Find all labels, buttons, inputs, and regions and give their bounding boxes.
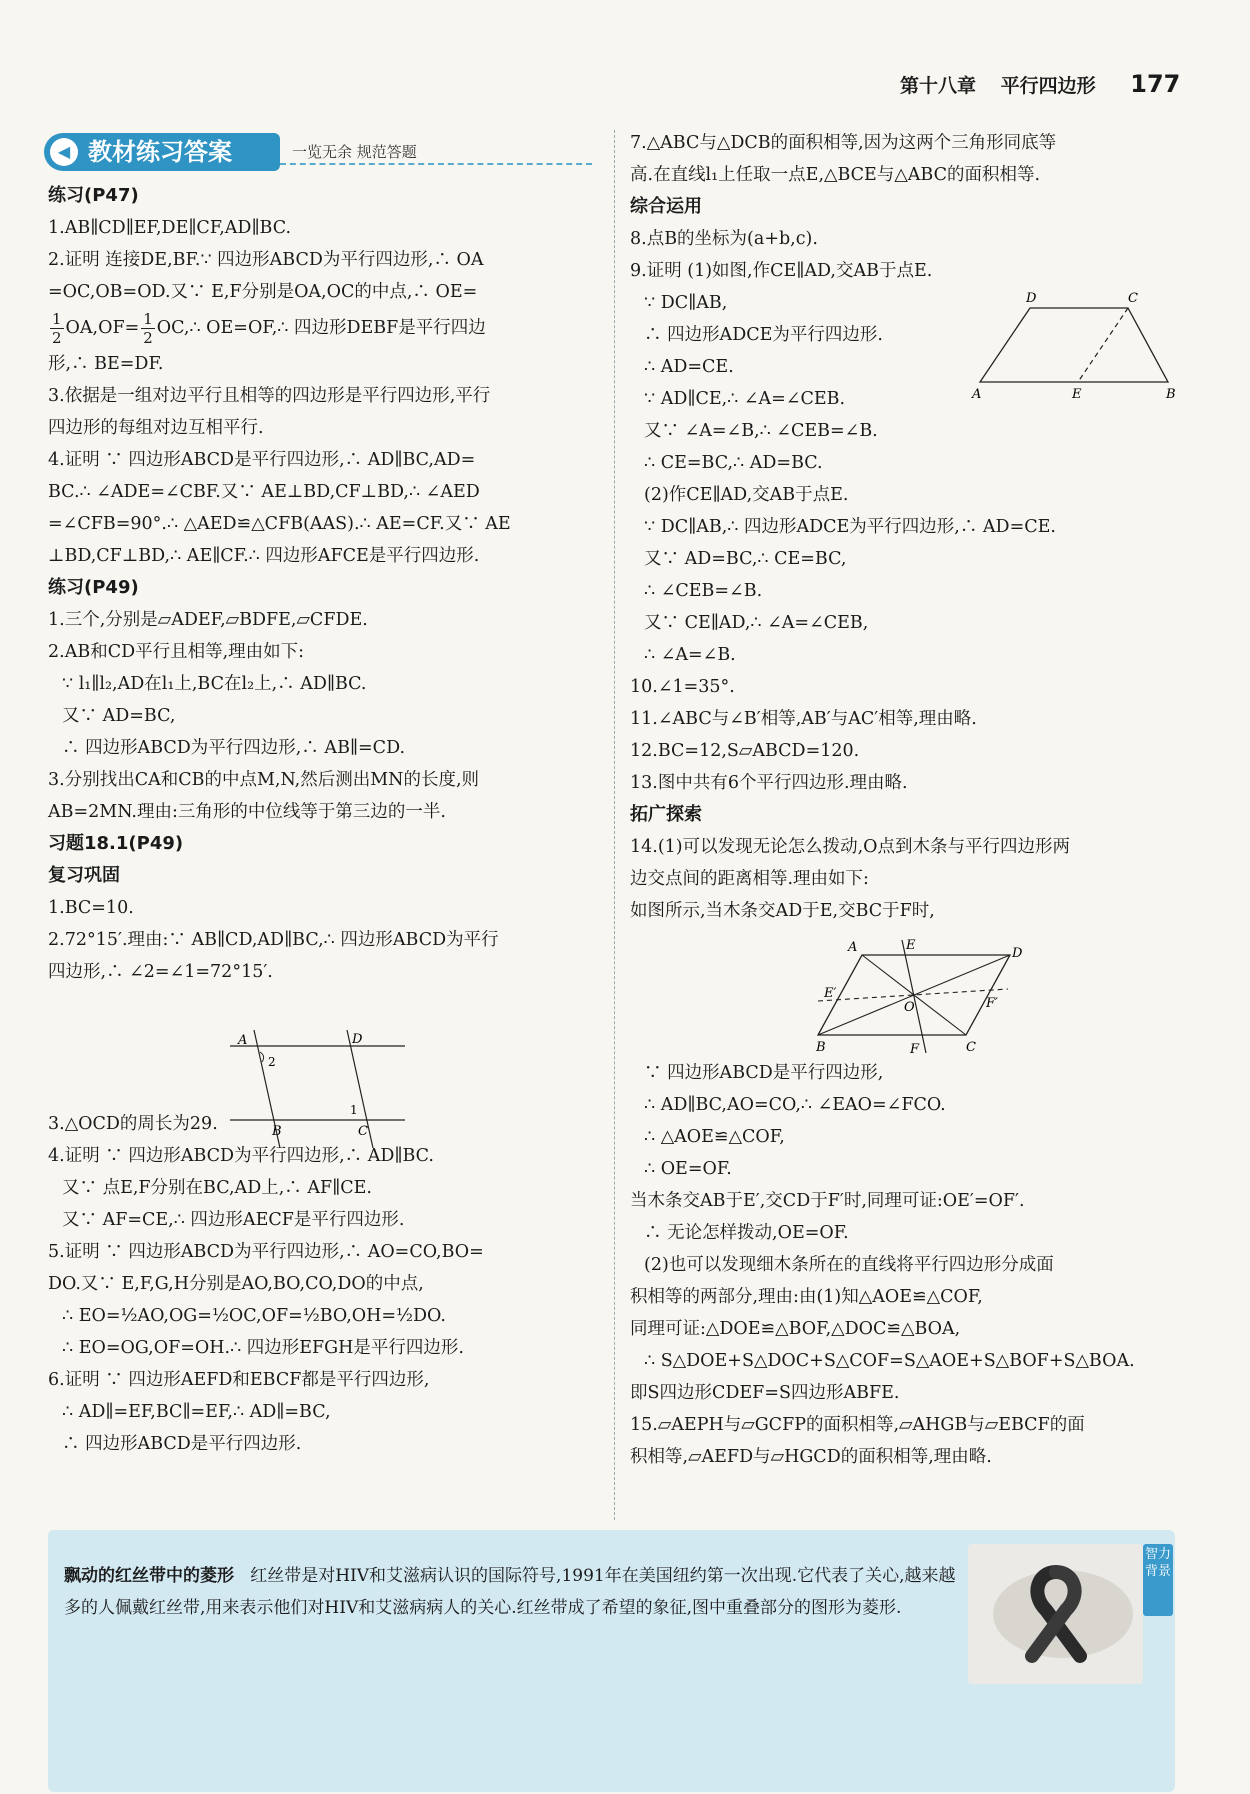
answer-line: 如图所示,当木条交AD于E,交BC于F时, — [630, 901, 935, 921]
answer-line: (2)也可以发现细木条所在的直线将平行四边形分成面 — [644, 1255, 1054, 1275]
answer-line: ∴ 无论怎样拨动,OE=OF. — [644, 1223, 849, 1243]
fraction — [141, 310, 155, 347]
answer-line: 同理可证:△DOE≌△BOF,△DOC≌△BOA, — [630, 1319, 961, 1339]
answer-line: 1.BC=10. — [48, 898, 134, 918]
page-number: 177 — [1130, 70, 1181, 98]
answer-line: 2.72°15′.理由:∵ AB∥CD,AD∥BC,∴ 四边形ABCD为平行 — [48, 930, 499, 950]
answer-line: 2.证明 连接DE,BF.∵ 四边形ABCD为平行四边形,∴ OA — [48, 250, 484, 270]
fig3-label-E: E — [906, 938, 916, 953]
answer-line: =∠CFB=90°.∴ △AED≌△CFB(AAS).∴ AE=CF.又∵ AE — [48, 514, 511, 534]
answer-line: ∴ CE=BC,∴ AD=BC. — [644, 453, 823, 473]
answer-line: ∴ AD∥=EF,BC∥=EF,∴ AD∥=BC, — [62, 1402, 331, 1422]
answer-line: ∴ 四边形ADCE为平行四边形. — [644, 325, 883, 345]
fig1-label-2: 2 — [268, 1055, 276, 1069]
answer-line: ∴ EO=OG,OF=OH.∴ 四边形EFGH是平行四边形. — [62, 1338, 464, 1358]
answer-line: 4.证明 ∵ 四边形ABCD是平行四边形,∴ AD∥BC,AD= — [48, 450, 476, 470]
fig3-label-D: D — [1012, 946, 1023, 961]
answer-line: ∴ OE=OF. — [644, 1159, 732, 1179]
knowledge-title: 飘动的红丝带中的菱形 — [64, 1566, 234, 1586]
fig3-label-B: B — [816, 1040, 826, 1055]
knowledge-text-block — [64, 1560, 964, 1624]
section-banner — [44, 133, 592, 173]
answer-line: 13.图中共有6个平行四边形.理由略. — [630, 773, 908, 793]
answer-line — [48, 308, 596, 348]
answer-line: 又∵ CE∥AD,∴ ∠A=∠CEB, — [644, 613, 869, 633]
answer-line: ∴ △AOE≌△COF, — [644, 1127, 785, 1147]
answer-line: ∴ EO=½AO,OG=½OC,OF=½BO,OH=½DO. — [62, 1306, 446, 1326]
section-heading: 复习巩固 — [48, 865, 120, 886]
answer-line: 10.∠1=35°. — [630, 677, 735, 697]
fig1-label-C: C — [358, 1124, 368, 1139]
column-divider — [614, 130, 615, 1520]
answer-line: 积相等的两部分,理由:由(1)知△AOE≌△COF, — [630, 1287, 983, 1307]
numerator: 1 — [52, 310, 62, 328]
denominator: 2 — [52, 329, 62, 347]
answer-line: AB=2MN.理由:三角形的中位线等于第三边的一半. — [48, 802, 446, 822]
answer-line: ∵ l₁∥l₂,AD在l₁上,BC在l₂上,∴ AD∥BC. — [62, 674, 367, 694]
answer-line: 积相等,▱AEFD与▱HGCD的面积相等,理由略. — [630, 1447, 992, 1467]
answer-line: 又∵ AD=BC,∴ CE=BC, — [644, 549, 847, 569]
fig3-label-O: O — [904, 1000, 915, 1015]
answer-line: ∴ 四边形ABCD是平行四边形. — [62, 1434, 302, 1454]
fig3-label-C: C — [966, 1040, 976, 1055]
answer-line: 四边形,∴ ∠2=∠1=72°15′. — [48, 962, 273, 982]
answer-line: ∵ DC∥AB, — [644, 293, 728, 313]
answer-line: 1.AB∥CD∥EF,DE∥CF,AD∥BC. — [48, 218, 292, 238]
answer-line: 又∵ AF=CE,∴ 四边形AECF是平行四边形. — [62, 1210, 405, 1230]
answer-line: =OC,OB=OD.又∵ E,F分别是OA,OC的中点,∴ OE= — [48, 282, 478, 302]
fig3-label-F-prime: F′ — [986, 996, 998, 1011]
answer-line: 7.△ABC与△DCB的面积相等,因为这两个三角形同底等 — [630, 133, 1057, 153]
answer-line: BC.∴ ∠ADE=∠CBF.又∵ AE⊥BD,CF⊥BD,∴ ∠AED — [48, 482, 480, 502]
answer-line: 又∵ 点E,F分别在BC,AD上,∴ AF∥CE. — [62, 1178, 372, 1198]
answer-line: 5.证明 ∵ 四边形ABCD为平行四边形,∴ AO=CO,BO= — [48, 1242, 484, 1262]
answer-line: ∴ ∠A=∠B. — [644, 645, 736, 665]
section-heading: 练习(P47) — [48, 185, 139, 206]
answer-line: 形,∴ BE=DF. — [48, 354, 164, 374]
fig3-label-A: A — [848, 940, 858, 955]
fig2-label-C: C — [1128, 291, 1138, 306]
answer-line: ∴ S△DOE+S△DOC+S△COF=S△AOE+S△BOF+S△BOA. — [644, 1351, 1135, 1371]
answer-line: ∴ ∠CEB=∠B. — [644, 581, 763, 601]
section-heading: 综合运用 — [630, 196, 702, 217]
answer-line: 12.BC=12,S▱ABCD=120. — [630, 741, 860, 761]
figure-parallel-lines — [230, 1030, 410, 1160]
chapter-label: 第十八章 — [900, 75, 977, 97]
answer-line: 6.证明 ∵ 四边形AEFD和EBCF都是平行四边形, — [48, 1370, 430, 1390]
fig1-label-D: D — [352, 1032, 363, 1047]
answer-line: 即S四边形CDEF=S四边形ABFE. — [630, 1383, 900, 1403]
section-heading: 拓广探索 — [630, 804, 702, 825]
page-header — [900, 70, 1198, 98]
fig2-label-D: D — [1026, 291, 1037, 306]
answer-line: ∵ DC∥AB,∴ 四边形ADCE为平行四边形,∴ AD=CE. — [644, 517, 1056, 537]
figure-parallelogram-stick — [818, 935, 1028, 1060]
knowledge-body: 红丝带是对HIV和艾滋病认识的国际符号,1991年在美国纽约第一次出现.它代表了关心,越来越多的人佩戴红丝带,用来表示他们对HIV和艾滋病病人的关心.红丝带成了希望的象征,图中重叠部分的图形为菱形. — [64, 1566, 956, 1618]
answer-line: 8.点B的坐标为(a+b,c). — [630, 229, 818, 249]
answer-line: ∴ AD=CE. — [644, 357, 734, 377]
figure-trapezoid — [970, 290, 1180, 400]
answer-line: ⊥BD,CF⊥BD,∴ AE∥CF.∴ 四边形AFCE是平行四边形. — [48, 546, 480, 566]
section-heading: 练习(P49) — [48, 577, 139, 598]
answer-text: OC,∴ OE=OF,∴ 四边形DEBF是平行四边 — [156, 318, 486, 338]
left-column — [48, 180, 596, 1460]
answer-line: 又∵ AD=BC, — [62, 706, 176, 726]
answer-line: 4.证明 ∵ 四边形ABCD为平行四边形,∴ AD∥BC. — [48, 1146, 434, 1166]
answer-line: ∴ AD∥BC,AO=CO,∴ ∠EAO=∠FCO. — [644, 1095, 946, 1115]
fraction — [50, 310, 64, 347]
answer-line: 3.分别找出CA和CB的中点M,N,然后测出MN的长度,则 — [48, 770, 480, 790]
fig2-label-E: E — [1072, 387, 1082, 402]
answer-line: 又∵ ∠A=∠B,∴ ∠CEB=∠B. — [644, 421, 878, 441]
answer-line: 9.证明 (1)如图,作CE∥AD,交AB于点E. — [630, 261, 933, 281]
speaker-icon: ◀ — [50, 138, 78, 166]
fig1-label-B: B — [272, 1124, 282, 1139]
answer-line: (2)作CE∥AD,交AB于点E. — [644, 485, 849, 505]
numerator: 1 — [143, 310, 153, 328]
denominator: 2 — [143, 329, 153, 347]
answer-line: ∴ 四边形ABCD为平行四边形,∴ AB∥=CD. — [62, 738, 406, 758]
answer-line: 11.∠ABC与∠B′相等,AB′与AC′相等,理由略. — [630, 709, 977, 729]
answer-line: 四边形的每组对边互相平行. — [48, 418, 264, 438]
answer-line: ∵ AD∥CE,∴ ∠A=∠CEB. — [644, 389, 846, 409]
fig2-label-B: B — [1166, 387, 1176, 402]
banner-title: 教材练习答案 — [88, 138, 232, 166]
answer-line: 边交点间的距离相等.理由如下: — [630, 869, 869, 889]
fig1-label-1: 1 — [350, 1103, 358, 1117]
banner-dashed-line — [280, 163, 592, 165]
ribbon-icon — [968, 1544, 1143, 1684]
knowledge-tag: 智力背景 — [1143, 1544, 1173, 1616]
answer-line: 2.AB和CD平行且相等,理由如下: — [48, 642, 305, 662]
answer-line: 15.▱AEPH与▱GCFP的面积相等,▱AHGB与▱EBCF的面 — [630, 1415, 1085, 1435]
background-knowledge-box — [48, 1530, 1175, 1792]
section-heading: 习题18.1(P49) — [48, 833, 184, 854]
fig1-label-A: A — [238, 1033, 248, 1048]
answer-line: 3.依据是一组对边平行且相等的四边形是平行四边形,平行 — [48, 386, 491, 406]
red-ribbon-image — [968, 1544, 1143, 1684]
fig3-label-E-prime: E′ — [824, 986, 837, 1001]
answer-line: 1.三个,分别是▱ADEF,▱BDFE,▱CFDE. — [48, 610, 368, 630]
answer-line: DO.又∵ E,F,G,H分别是AO,BO,CO,DO的中点, — [48, 1274, 424, 1294]
banner-subtitle: 一览无余 规范答题 — [292, 143, 417, 161]
answer-line: 高.在直线l₁上任取一点E,△BCE与△ABC的面积相等. — [630, 165, 1041, 185]
answer-line: 当木条交AB于E′,交CD于F′时,同理可证:OE′=OF′. — [630, 1191, 1025, 1211]
chapter-title: 平行四边形 — [1000, 75, 1096, 97]
fig3-label-F: F — [910, 1042, 920, 1057]
answer-line: 3.△OCD的周长为29. — [48, 1114, 218, 1134]
fig2-label-A: A — [972, 387, 982, 402]
banner-badge — [44, 133, 280, 171]
answer-line: ∵ 四边形ABCD是平行四边形, — [644, 1063, 884, 1083]
answer-line: 14.(1)可以发现无论怎么拨动,O点到木条与平行四边形两 — [630, 837, 1071, 857]
answer-text: OA,OF= — [65, 318, 140, 338]
